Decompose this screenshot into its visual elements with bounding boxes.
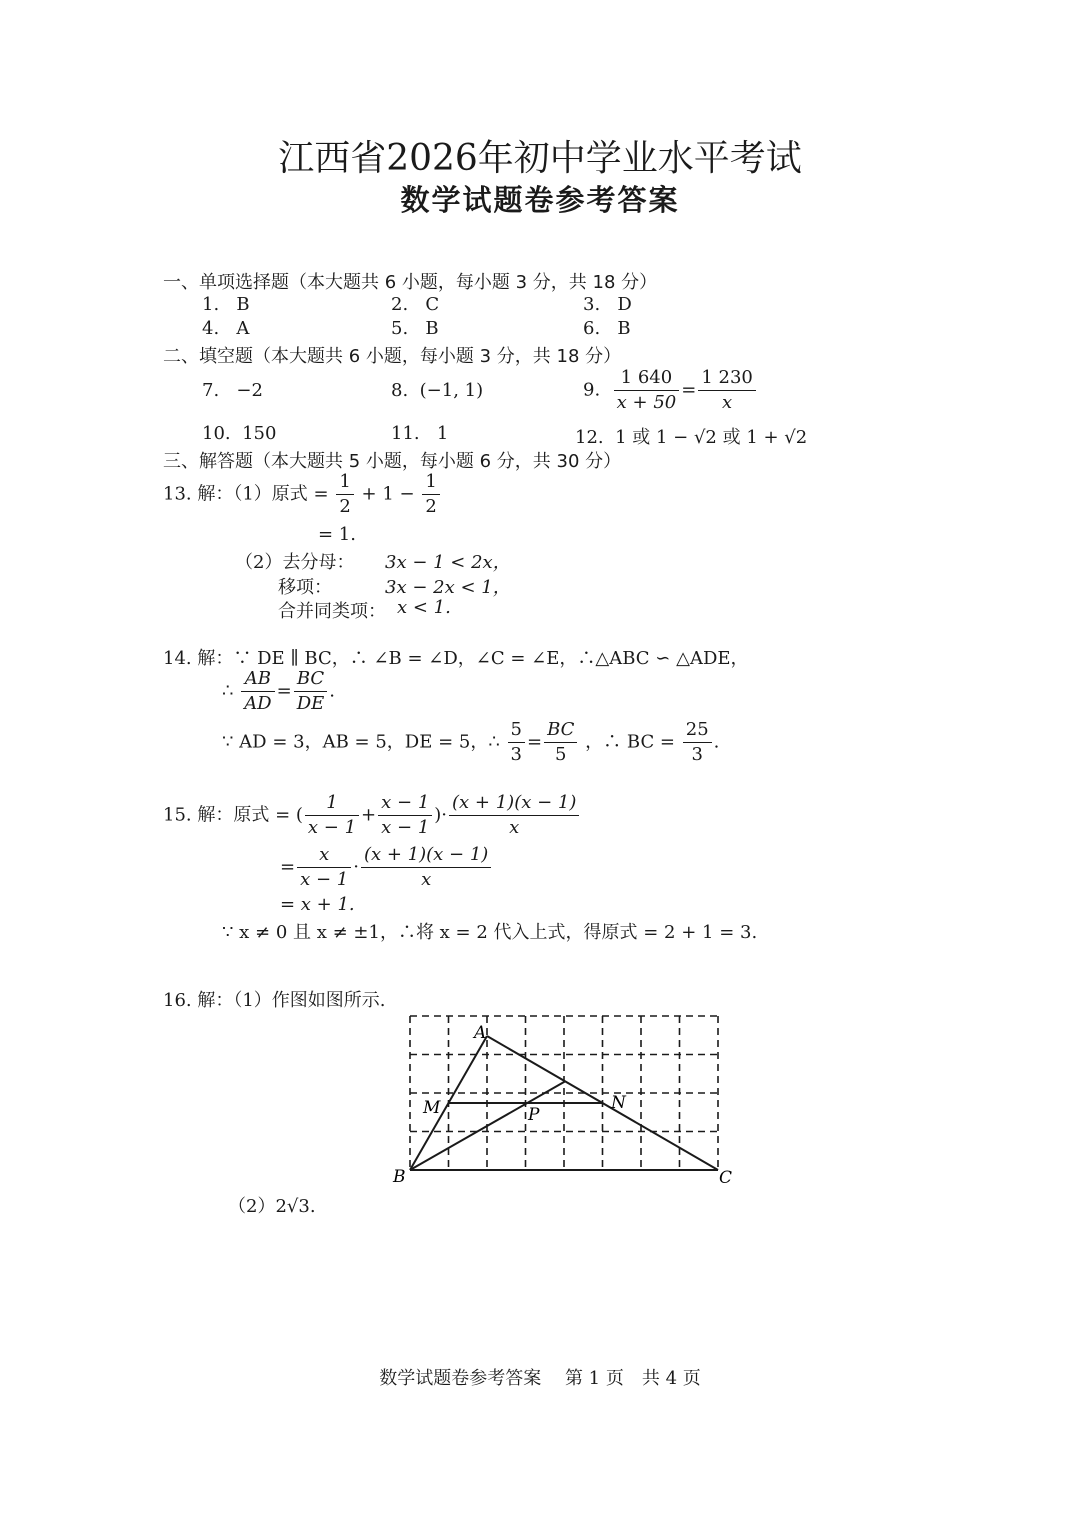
q14-line2: ∴ $\frac{AB}{AD}$ = $\frac{BC}{DE}$ . (222, 668, 336, 714)
answer-2: 2. C (391, 294, 440, 315)
triangle-grid-figure (385, 1010, 745, 1190)
q16-line1: 16. 解：（1）作图如图所示. (163, 990, 386, 1011)
q13-p2-label: （2）去分母： (235, 552, 355, 573)
answer-3: 3. D (583, 294, 632, 315)
q16-part2: （2）2√3. (228, 1196, 316, 1217)
segment-bp (410, 1082, 564, 1170)
q15-line3: = x + 1. (280, 894, 355, 915)
q15-line1: 15. 解：原式 = ( $\frac{1}{x - 1}$ + $\frac{x - 1}{x - 1}$ )· $\frac{(x + 1)(x - 1)}{x}$ (163, 791, 581, 840)
answer-9: 9. $\frac{1 640}{x + 50}$ = $\frac{1 230}{x}$ (583, 366, 758, 415)
answer-7: 7. −2 (202, 380, 263, 401)
answer-12: 12. 1 或 1 − √2 或 1 + √2 (575, 427, 808, 448)
answer-8: 8. (−1, 1) (391, 380, 484, 401)
page-subtitle: 数学试题卷参考答案 (400, 183, 680, 217)
label-b: B (393, 1167, 406, 1187)
q13-p4-expr: x < 1. (397, 597, 451, 618)
q14-line1: 14. 解：∵ DE ∥ BC，∴ ∠B = ∠D，∠C = ∠E，∴△ABC ∽ △ADE， (163, 648, 749, 669)
q14-line3: ∵ AD = 3，AB = 5，DE = 5，∴ $\frac{5}{3}$ = $\frac{BC}{5}$ ，∴ BC = $\frac{25}{3}$ . (222, 719, 720, 765)
answer-1: 1. B (202, 294, 250, 315)
section1-heading: 一、单项选择题（本大题共 6 小题，每小题 3 分，共 18 分） (163, 272, 658, 293)
label-m: M (423, 1098, 441, 1118)
label-n: N (611, 1093, 626, 1113)
q13-result: = 1. (318, 524, 356, 545)
q13-p2-expr: 3x − 1 < 2x， (385, 552, 511, 573)
label-a: A (474, 1023, 487, 1043)
label-p: P (528, 1105, 540, 1125)
q13-part1: 13. 解：（1）原式 = $\frac{1}{2}$ + 1 − $\frac{1}{2}$ (163, 470, 442, 519)
q15-line2: = $\frac{x}{x - 1}$ · $\frac{(x + 1)(x - 1)}{x}$ (280, 843, 493, 892)
answer-5: 5. B (391, 318, 439, 339)
q15-line4: ∵ x ≠ 0 且 x ≠ ±1，∴将 x = 2 代入上式，得原式 = 2 + 1 = 3. (222, 922, 758, 943)
section2-heading: 二、填空题（本大题共 6 小题，每小题 3 分，共 18 分） (163, 346, 622, 367)
answer-11: 11. 1 (391, 423, 449, 444)
section3-heading: 三、解答题（本大题共 5 小题，每小题 6 分，共 30 分） (163, 451, 622, 472)
label-c: C (719, 1168, 733, 1188)
q13-p4-label: 合并同类项： (278, 601, 386, 622)
dashed-grid (410, 1016, 718, 1170)
answer-4: 4. A (202, 318, 250, 339)
page-title: 江西省2026年初中学业水平考试 (278, 138, 802, 179)
page-footer: 数学试题卷参考答案 第 1 页 共 4 页 (379, 1368, 701, 1389)
q13-p3-expr: 3x − 2x < 1， (385, 577, 511, 598)
fraction-1640: $\frac{1 640}{x + 50}$ (614, 366, 680, 415)
answer-10: 10. 150 (202, 423, 277, 444)
q13-p3-label: 移项： (278, 577, 332, 598)
answer-6: 6. B (583, 318, 631, 339)
fraction-1230: $\frac{1 230}{x}$ (698, 366, 756, 415)
